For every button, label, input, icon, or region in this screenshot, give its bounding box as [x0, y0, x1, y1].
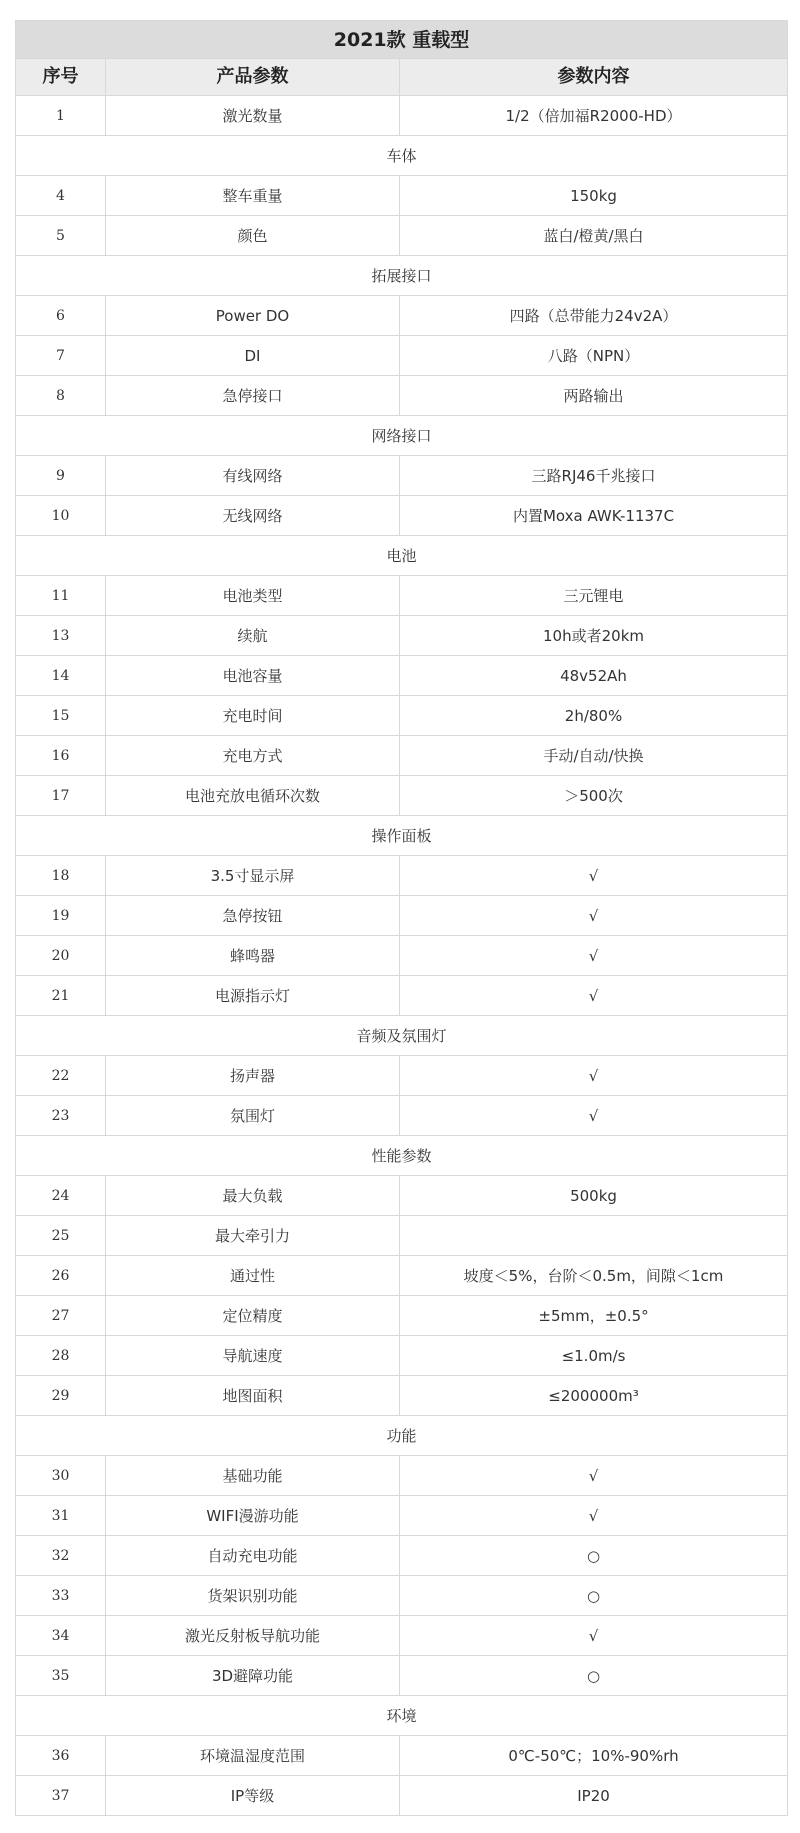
section-title: 拓展接口 [16, 256, 788, 296]
row-index: 9 [16, 456, 106, 496]
row-value: ±5mm，±0.5° [400, 1296, 788, 1336]
table-row [16, 1576, 788, 1616]
row-value: ≤200000m³ [400, 1376, 788, 1416]
row-index: 5 [16, 216, 106, 256]
row-parameter: 激光数量 [106, 96, 400, 136]
row-index: 35 [16, 1656, 106, 1696]
row-parameter: 急停按钮 [106, 896, 400, 936]
table-row [16, 1216, 788, 1256]
section-title: 音频及氛围灯 [16, 1016, 788, 1056]
row-index: 22 [16, 1056, 106, 1096]
table-row [16, 96, 788, 136]
row-value: √ [400, 1616, 788, 1656]
row-index: 29 [16, 1376, 106, 1416]
row-value: ○ [400, 1656, 788, 1696]
row-value [400, 1216, 788, 1256]
row-parameter: 地图面积 [106, 1376, 400, 1416]
table-row [16, 1536, 788, 1576]
row-parameter: 有线网络 [106, 456, 400, 496]
row-value: 500kg [400, 1176, 788, 1216]
row-value: √ [400, 936, 788, 976]
row-value: √ [400, 976, 788, 1016]
row-value: 0℃-50℃；10%-90%rh [400, 1736, 788, 1776]
row-value: 蓝白/橙黄/黑白 [400, 216, 788, 256]
row-value: 150kg [400, 176, 788, 216]
row-parameter: DI [106, 336, 400, 376]
row-value: √ [400, 1096, 788, 1136]
section-title: 功能 [16, 1416, 788, 1456]
row-index: 1 [16, 96, 106, 136]
spec-table [15, 20, 788, 1816]
row-parameter: 无线网络 [106, 496, 400, 536]
table-row [16, 696, 788, 736]
row-value: 1/2（倍加福R2000-HD） [400, 96, 788, 136]
row-value: 坡度＜5%，台阶＜0.5m，间隙＜1cm [400, 1256, 788, 1296]
row-parameter: 激光反射板导航功能 [106, 1616, 400, 1656]
table-row [16, 856, 788, 896]
row-index: 36 [16, 1736, 106, 1776]
row-parameter: 氛围灯 [106, 1096, 400, 1136]
row-value: ≤1.0m/s [400, 1336, 788, 1376]
row-value: IP20 [400, 1776, 788, 1816]
table-title: 2021款 重载型 [16, 21, 788, 59]
row-parameter: 定位精度 [106, 1296, 400, 1336]
table-row [16, 1656, 788, 1696]
row-parameter: 充电方式 [106, 736, 400, 776]
row-index: 37 [16, 1776, 106, 1816]
table-row [16, 296, 788, 336]
row-index: 8 [16, 376, 106, 416]
row-value: 手动/自动/快换 [400, 736, 788, 776]
table-row [16, 896, 788, 936]
header-parameter: 产品参数 [106, 59, 400, 96]
section-row [16, 136, 788, 176]
row-value: 八路（NPN） [400, 336, 788, 376]
table-row [16, 1256, 788, 1296]
table-row [16, 216, 788, 256]
table-row [16, 336, 788, 376]
row-parameter: 最大牵引力 [106, 1216, 400, 1256]
row-index: 16 [16, 736, 106, 776]
row-parameter: WIFI漫游功能 [106, 1496, 400, 1536]
table-row [16, 1336, 788, 1376]
row-value: 三路RJ46千兆接口 [400, 456, 788, 496]
row-index: 4 [16, 176, 106, 216]
table-row [16, 496, 788, 536]
row-parameter: 电池容量 [106, 656, 400, 696]
section-row [16, 1136, 788, 1176]
row-parameter: 充电时间 [106, 696, 400, 736]
row-value: 四路（总带能力24v2A） [400, 296, 788, 336]
row-parameter: 蜂鸣器 [106, 936, 400, 976]
row-value: 内置Moxa AWK-1137C [400, 496, 788, 536]
row-index: 19 [16, 896, 106, 936]
table-row [16, 1496, 788, 1536]
table-row [16, 1776, 788, 1816]
row-index: 13 [16, 616, 106, 656]
row-parameter: 3D避障功能 [106, 1656, 400, 1696]
section-row [16, 1416, 788, 1456]
table-row [16, 976, 788, 1016]
row-index: 27 [16, 1296, 106, 1336]
row-parameter: 基础功能 [106, 1456, 400, 1496]
row-value: √ [400, 896, 788, 936]
header-content: 参数内容 [400, 59, 788, 96]
table-body [16, 96, 788, 1816]
spec-table-container [15, 20, 787, 1816]
row-parameter: 整车重量 [106, 176, 400, 216]
table-row [16, 576, 788, 616]
table-row [16, 1616, 788, 1656]
row-value: 10h或者20km [400, 616, 788, 656]
section-title: 电池 [16, 536, 788, 576]
row-index: 6 [16, 296, 106, 336]
table-row [16, 1176, 788, 1216]
table-title-row [16, 21, 788, 59]
row-parameter: 电源指示灯 [106, 976, 400, 1016]
row-parameter: 自动充电功能 [106, 1536, 400, 1576]
row-value: √ [400, 1456, 788, 1496]
row-index: 11 [16, 576, 106, 616]
row-index: 26 [16, 1256, 106, 1296]
section-row [16, 536, 788, 576]
row-value: √ [400, 1056, 788, 1096]
row-parameter: 续航 [106, 616, 400, 656]
section-title: 环境 [16, 1696, 788, 1736]
row-value: √ [400, 1496, 788, 1536]
row-parameter: Power DO [106, 296, 400, 336]
row-parameter: 环境温湿度范围 [106, 1736, 400, 1776]
table-row [16, 1376, 788, 1416]
row-index: 17 [16, 776, 106, 816]
table-row [16, 1296, 788, 1336]
row-value: 48v52Ah [400, 656, 788, 696]
section-row [16, 1016, 788, 1056]
row-parameter: 电池类型 [106, 576, 400, 616]
table-row [16, 936, 788, 976]
row-index: 30 [16, 1456, 106, 1496]
row-value: ＞500次 [400, 776, 788, 816]
table-header-row [16, 59, 788, 96]
table-row [16, 376, 788, 416]
row-parameter: 最大负载 [106, 1176, 400, 1216]
row-parameter: 扬声器 [106, 1056, 400, 1096]
row-index: 28 [16, 1336, 106, 1376]
row-parameter: IP等级 [106, 1776, 400, 1816]
row-index: 15 [16, 696, 106, 736]
table-row [16, 1456, 788, 1496]
row-parameter: 导航速度 [106, 1336, 400, 1376]
row-index: 23 [16, 1096, 106, 1136]
table-row [16, 1056, 788, 1096]
row-parameter: 货架识别功能 [106, 1576, 400, 1616]
row-index: 24 [16, 1176, 106, 1216]
row-value: 两路输出 [400, 376, 788, 416]
row-value: ○ [400, 1536, 788, 1576]
row-parameter: 3.5寸显示屏 [106, 856, 400, 896]
row-index: 33 [16, 1576, 106, 1616]
table-row [16, 776, 788, 816]
row-parameter: 通过性 [106, 1256, 400, 1296]
section-row [16, 416, 788, 456]
row-index: 25 [16, 1216, 106, 1256]
row-index: 7 [16, 336, 106, 376]
row-index: 31 [16, 1496, 106, 1536]
row-index: 34 [16, 1616, 106, 1656]
table-row [16, 1736, 788, 1776]
table-row [16, 616, 788, 656]
row-value: √ [400, 856, 788, 896]
section-title: 性能参数 [16, 1136, 788, 1176]
section-row [16, 256, 788, 296]
row-index: 21 [16, 976, 106, 1016]
section-title: 网络接口 [16, 416, 788, 456]
table-row [16, 176, 788, 216]
row-value: 2h/80% [400, 696, 788, 736]
row-index: 18 [16, 856, 106, 896]
row-parameter: 急停接口 [106, 376, 400, 416]
table-row [16, 1096, 788, 1136]
row-value: ○ [400, 1576, 788, 1616]
row-index: 32 [16, 1536, 106, 1576]
header-index: 序号 [16, 59, 106, 96]
row-index: 20 [16, 936, 106, 976]
table-row [16, 656, 788, 696]
row-parameter: 颜色 [106, 216, 400, 256]
row-index: 10 [16, 496, 106, 536]
section-title: 车体 [16, 136, 788, 176]
section-row [16, 1696, 788, 1736]
row-parameter: 电池充放电循环次数 [106, 776, 400, 816]
row-value: 三元锂电 [400, 576, 788, 616]
table-row [16, 736, 788, 776]
row-index: 14 [16, 656, 106, 696]
table-row [16, 456, 788, 496]
section-title: 操作面板 [16, 816, 788, 856]
section-row [16, 816, 788, 856]
